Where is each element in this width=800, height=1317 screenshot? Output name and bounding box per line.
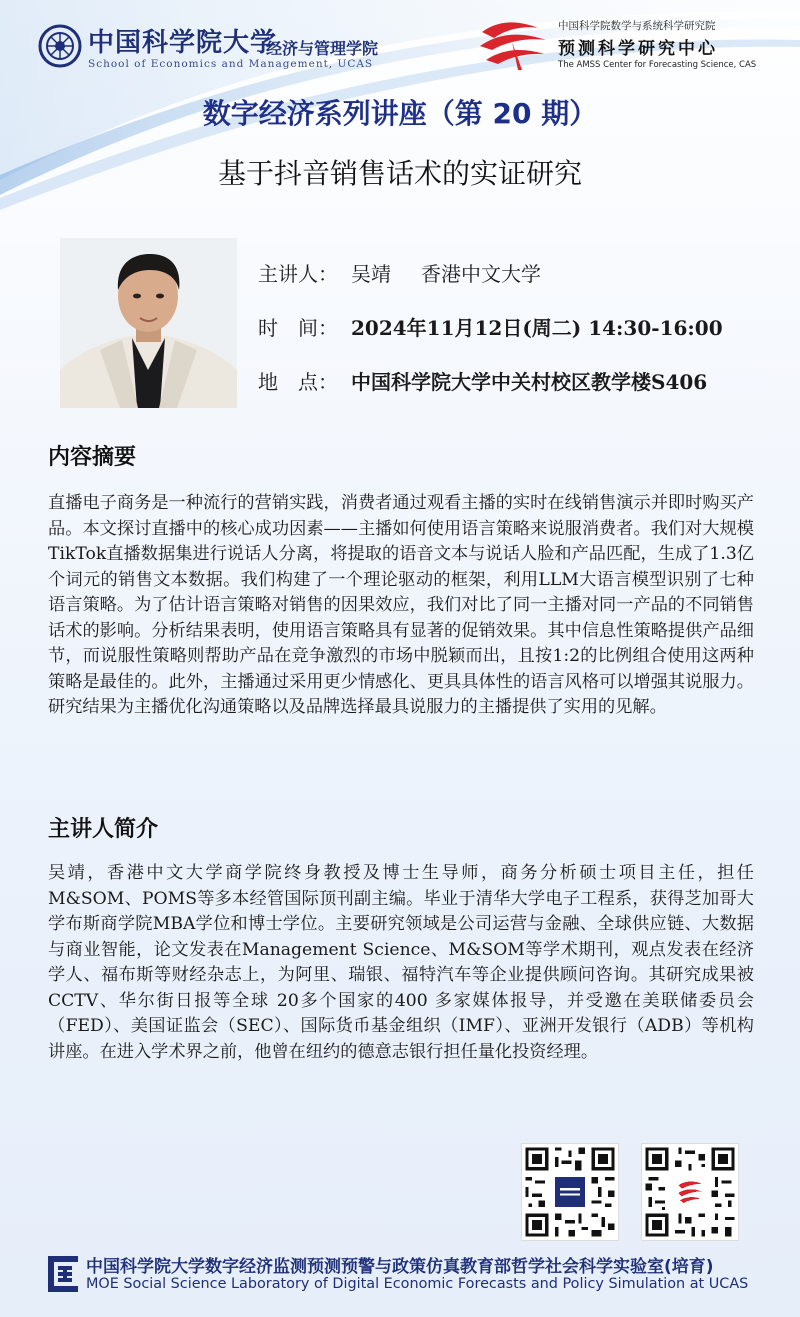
abstract-text: 直播电子商务是一种流行的营销实践，消费者通过观看主播的实时在线销售演示并即时购买产品。本文探讨直播中的核心成功因素——主播如何使用语言策略来说服消费者。我们对大规模TikTok直播数据集进行说话人分离，将提取的语音文本与说话人脸和产品匹配，生成了1.3亿个词元的销售文本数据。我们构建了一个理论驱动的框架，利用LLM大语言模型识别了七种语言策略。为了估计语言策略对销售的因果效应，我们对比了同一主播对同一产品的不同销售话术的影响。分析结果表明，使用语言策略具有显著的促销效果。其中信息性策略提供产品细节，而说服性策略则帮助产品在竞争激烈的市场中脱颖而出，且按1:2的比例组合使用这两种策略是最佳的。此外，主播通过采用更少情感化、更具具体性的语言风格可以增强其说服力。研究结果为主播优化沟通策略以及品牌选择最具说服力的主播提供了实用的见解。	[48, 493, 754, 717]
speaker-label: 主讲人：	[258, 262, 338, 286]
info-place	[258, 366, 707, 395]
footer	[0, 1248, 800, 1308]
qr-code-icon	[641, 1143, 739, 1241]
bio-text: 吴靖，香港中文大学商学院终身教授及博士生导师，商务分析硕士项目主任，担任M&SOM、POMS等多本经管国际顶刊副主编。毕业于清华大学电子工程系，获得芝加哥大学布斯商学院MBA学位和博士学位。主要研究领域是公司运营与金融、全球供应链、大数据与商业智能，论文发表在Management Science、M&SOM等学术期刊，观点发表在经济学人、福布斯等财经杂志上，为阿里、瑞银、福特汽车等企业提供顾问咨询。其研究成果被CCTV、华尔街日报等全球 20多个国家的400 多家媒体报导，并受邀在美联储委员会（FED）、美国证监会（SEC）、国际货币基金组织（IMF）、亚洲开发银行（ADB）等机构讲座。在进入学术界之前，他曾在纽约的德意志银行担任量化投资经理。	[48, 863, 754, 1062]
amss-center-cn: 预测科学研究中心	[558, 39, 718, 59]
speaker-name: 吴靖	[351, 262, 391, 286]
ucas-school-cn: 经济与管理学院	[266, 39, 379, 58]
place-label: 地 点：	[258, 370, 338, 394]
time-label: 时 间：	[258, 316, 338, 340]
amss-wave-logo-icon	[478, 18, 550, 72]
info-speaker	[258, 258, 541, 287]
speaker-affiliation: 香港中文大学	[421, 262, 541, 286]
header	[0, 0, 800, 95]
bio-heading: 主讲人简介	[48, 817, 159, 842]
ucas-school-en: School of Economics and Management, UCAS	[88, 58, 374, 70]
lab-name-cn: 中国科学院大学数字经济监测预测预警与政策仿真教育部哲学社会科学实验室(培育)	[86, 1257, 714, 1277]
talk-title: 基于抖音销售话术的实证研究	[217, 157, 582, 190]
lab-name-en: MOE Social Science Laboratory of Digital Economic Forecasts and Policy Simulation at UCAS	[86, 1276, 749, 1292]
amss-parent-cn: 中国科学院数学与系统科学研究院	[558, 20, 716, 32]
ucas-name-cn: 中国科学院大学	[88, 28, 278, 58]
time-value: 2024年11月12日(周二) 14:30-16:00	[351, 316, 723, 340]
place-value: 中国科学院大学中关村校区教学楼S406	[351, 370, 708, 394]
amss-center-logo	[478, 14, 778, 78]
series-title: 数字经济系列讲座（第 20 期）	[202, 97, 598, 130]
info-time	[258, 312, 723, 341]
ucas-seal-icon	[38, 24, 82, 68]
lab-logo-icon	[48, 1256, 78, 1292]
abstract-heading: 内容摘要	[48, 445, 137, 470]
amss-center-en: The AMSS Center for Forecasting Science, CAS	[558, 60, 757, 70]
qr-code-icon	[521, 1143, 619, 1241]
speaker-photo	[60, 238, 237, 408]
ucas-sem-logo	[38, 20, 388, 80]
